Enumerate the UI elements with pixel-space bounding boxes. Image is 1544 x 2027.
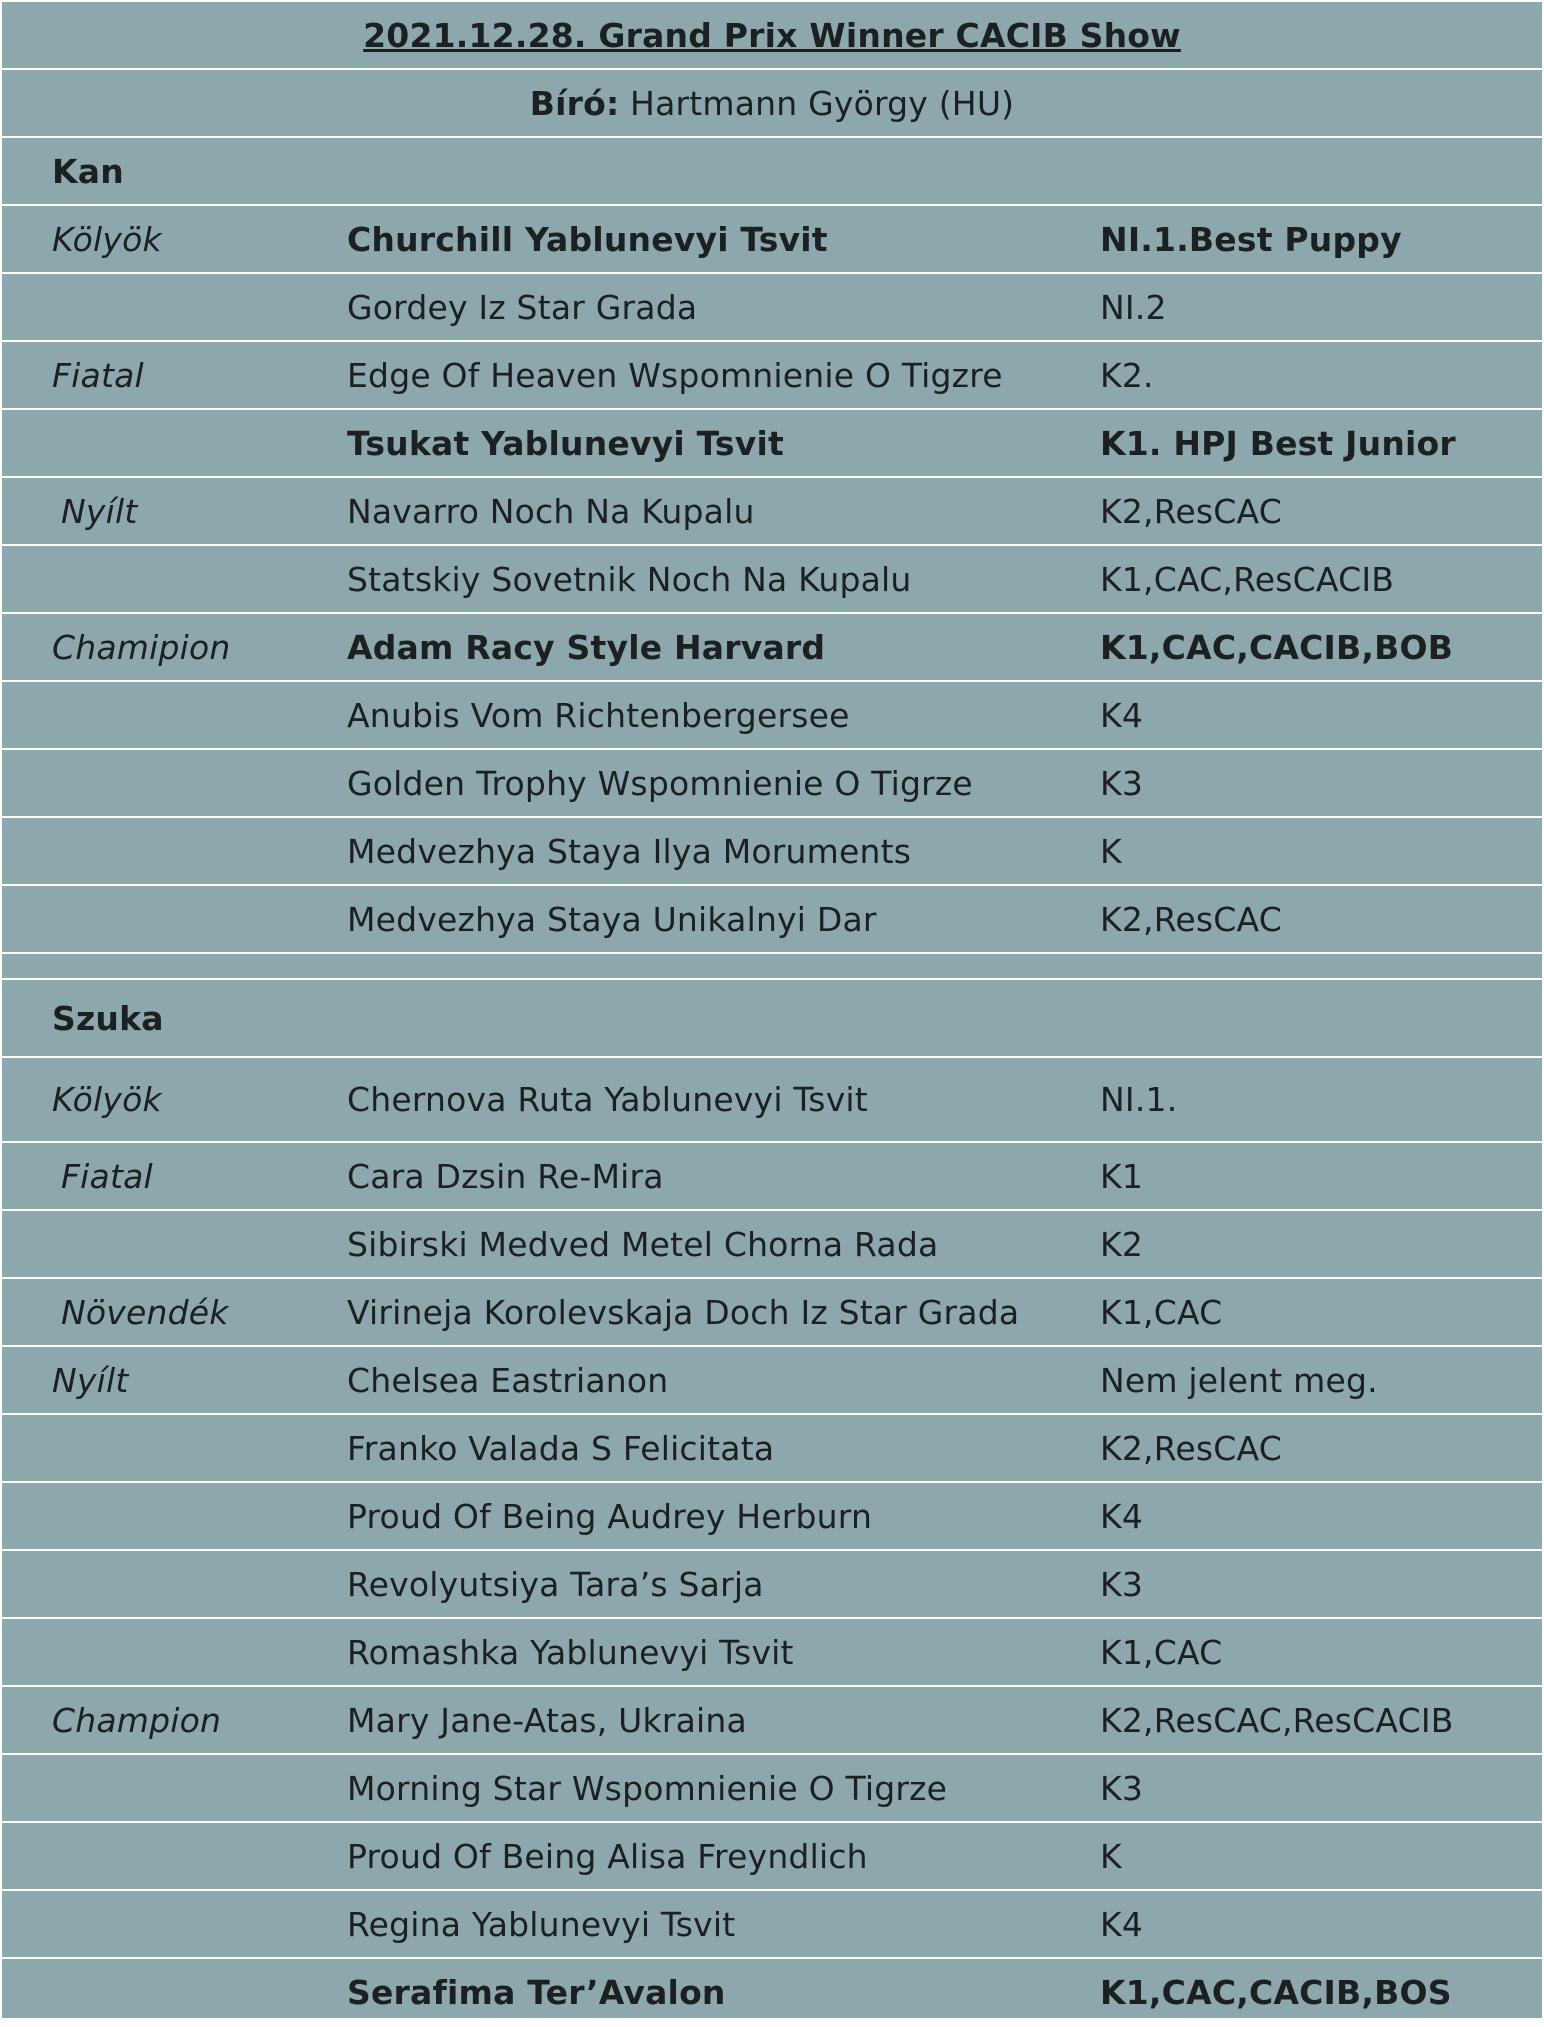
class-cell: Fiatal	[52, 355, 144, 395]
class-cell: Nyílt	[61, 491, 138, 531]
table-row	[2, 1483, 1542, 1551]
table-row	[2, 1619, 1542, 1687]
table-row	[2, 206, 1542, 274]
result-cell: K2,ResCAC,ResCACIB	[1100, 1700, 1454, 1740]
section-header-row	[2, 980, 1542, 1058]
dog-name-cell: Golden Trophy Wspomnienie O Tigrze	[347, 763, 973, 803]
dog-name-cell: Proud Of Being Alisa Freyndlich	[347, 1836, 868, 1876]
result-cell: K1. HPJ Best Junior	[1100, 423, 1456, 463]
table-row	[2, 1058, 1542, 1143]
dog-name-cell: Edge Of Heaven Wspomnienie O Tigzre	[347, 355, 1003, 395]
result-cell: K1	[1100, 1156, 1144, 1196]
table-row	[2, 1687, 1542, 1755]
result-cell: K2,ResCAC	[1100, 899, 1282, 939]
table-row	[2, 1755, 1542, 1823]
table-row	[2, 1143, 1542, 1211]
dog-name-cell: Gordey Iz Star Grada	[347, 287, 698, 327]
result-cell: K4	[1100, 1496, 1144, 1536]
dog-name-cell: Sibirski Medved Metel Chorna Rada	[347, 1224, 939, 1264]
table-row	[2, 342, 1542, 410]
table-row	[2, 1959, 1542, 2027]
judge-row	[2, 70, 1542, 138]
table-row	[2, 750, 1542, 818]
result-cell: K1,CAC,CACIB,BOS	[1100, 1972, 1452, 2012]
class-cell: Champion	[52, 1700, 222, 1740]
class-cell: Nyílt	[52, 1360, 129, 1400]
dog-name-cell: Romashka Yablunevyi Tsvit	[347, 1632, 794, 1672]
table-row	[2, 546, 1542, 614]
title-row	[2, 2, 1542, 70]
result-cell: NI.1.Best Puppy	[1100, 219, 1402, 259]
dog-name-cell: Medvezhya Staya Ilya Moruments	[347, 831, 912, 871]
section-spacer	[2, 954, 1542, 980]
dog-name-cell: Tsukat Yablunevyi Tsvit	[347, 423, 784, 463]
dog-name-cell: Churchill Yablunevyi Tsvit	[347, 219, 828, 259]
table-row	[2, 1211, 1542, 1279]
result-cell: K1,CAC,CACIB,BOB	[1100, 627, 1454, 667]
page-title: 2021.12.28. Grand Prix Winner CACIB Show	[363, 15, 1181, 55]
result-cell: K1,CAC	[1100, 1292, 1223, 1332]
class-cell: Növendék	[61, 1292, 229, 1332]
dog-name-cell: Morning Star Wspomnienie O Tigrze	[347, 1768, 948, 1808]
dog-name-cell: Anubis Vom Richtenbergersee	[347, 695, 850, 735]
dog-name-cell: Adam Racy Style Harvard	[347, 627, 826, 667]
result-cell: K2,ResCAC	[1100, 1428, 1282, 1468]
dog-name-cell: Mary Jane-Atas, Ukraina	[347, 1700, 747, 1740]
dog-name-cell: Cara Dzsin Re-Mira	[347, 1156, 664, 1196]
result-cell: K2	[1100, 1224, 1144, 1264]
table-row	[2, 1415, 1542, 1483]
section-title: Kan	[52, 151, 124, 191]
result-cell: K	[1100, 1836, 1122, 1876]
result-cell: K1,CAC,ResCACIB	[1100, 559, 1395, 599]
section-title: Szuka	[52, 998, 164, 1038]
dog-name-cell: Statskiy Sovetnik Noch Na Kupalu	[347, 559, 912, 599]
result-cell: K3	[1100, 1564, 1144, 1604]
class-cell: Chamipion	[52, 627, 231, 667]
table-row	[2, 1891, 1542, 1959]
dog-name-cell: Regina Yablunevyi Tsvit	[347, 1904, 736, 1944]
judge-name: Hartmann György (HU)	[619, 83, 1015, 123]
dog-name-cell: Medvezhya Staya Unikalnyi Dar	[347, 899, 877, 939]
table-row	[2, 682, 1542, 750]
dog-name-cell: Chernova Ruta Yablunevyi Tsvit	[347, 1080, 868, 1119]
table-row	[2, 410, 1542, 478]
class-cell: Kölyök	[52, 219, 162, 259]
class-cell: Fiatal	[61, 1156, 153, 1196]
table-row	[2, 1823, 1542, 1891]
result-cell: Nem jelent meg.	[1100, 1360, 1378, 1400]
result-cell: NI.1.	[1100, 1080, 1178, 1119]
dog-name-cell: Virineja Korolevskaja Doch Iz Star Grada	[347, 1292, 1020, 1332]
table-row	[2, 614, 1542, 682]
result-cell: K3	[1100, 763, 1144, 803]
result-cell: K2,ResCAC	[1100, 491, 1282, 531]
result-cell: K2.	[1100, 355, 1154, 395]
dog-name-cell: Proud Of Being Audrey Herburn	[347, 1496, 873, 1536]
result-cell: K1,CAC	[1100, 1632, 1223, 1672]
dog-name-cell: Serafima Ter’Avalon	[347, 1972, 726, 2012]
result-cell: K3	[1100, 1768, 1144, 1808]
result-cell: K4	[1100, 695, 1144, 735]
table-row	[2, 1347, 1542, 1415]
result-cell: K4	[1100, 1904, 1144, 1944]
dog-name-cell: Chelsea Eastrianon	[347, 1360, 669, 1400]
table-row	[2, 818, 1542, 886]
dog-name-cell: Franko Valada S Felicitata	[347, 1428, 775, 1468]
class-cell: Kölyök	[52, 1080, 162, 1119]
result-cell: NI.2	[1100, 287, 1167, 327]
table-row	[2, 1279, 1542, 1347]
table-row	[2, 1551, 1542, 1619]
result-cell: K	[1100, 831, 1122, 871]
dog-name-cell: Revolyutsiya Tara’s Sarja	[347, 1564, 764, 1604]
dog-name-cell: Navarro Noch Na Kupalu	[347, 491, 755, 531]
judge-label: Bíró:	[529, 83, 620, 123]
table-row	[2, 478, 1542, 546]
table-row	[2, 274, 1542, 342]
section-header-row	[2, 138, 1542, 206]
table-row	[2, 886, 1542, 954]
